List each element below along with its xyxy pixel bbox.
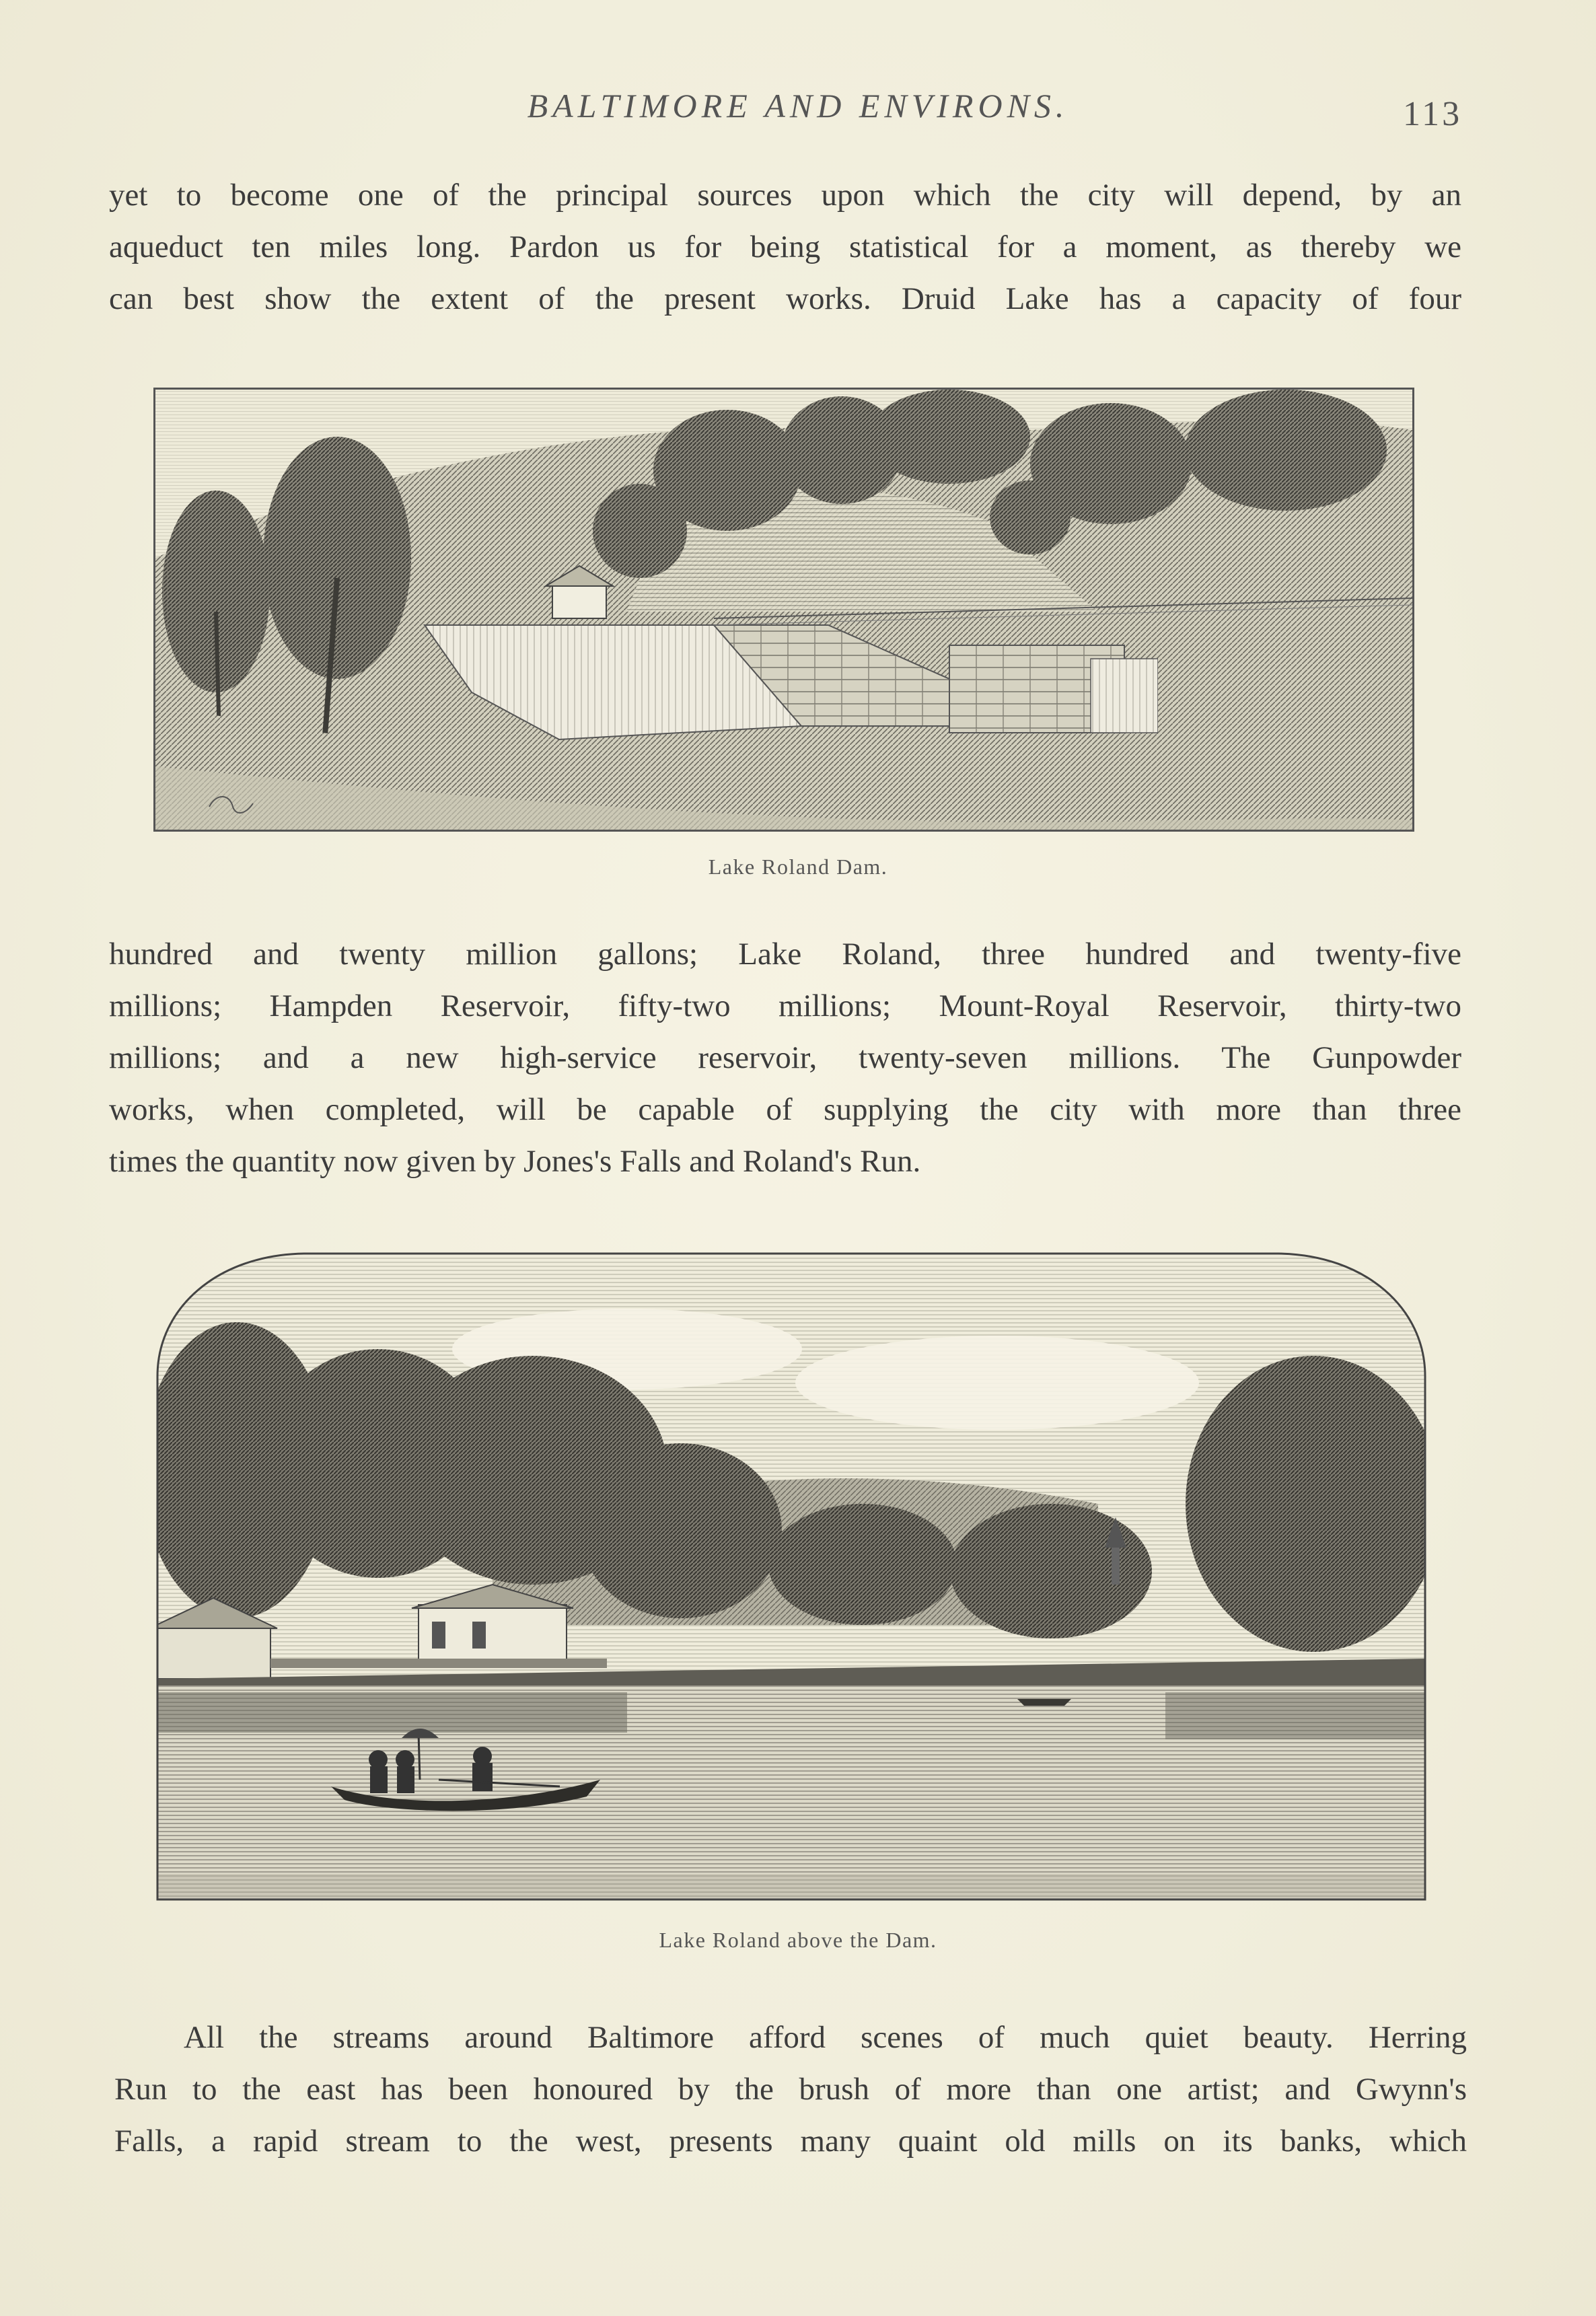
lake-engraving-art xyxy=(156,1248,1426,1901)
text-line: millions; Hampden Reservoir, fifty-two millions; Mount-Royal Reservoir, thirty-two xyxy=(109,988,1461,1023)
lake-roland-dam-engraving xyxy=(153,388,1414,832)
caption-lake-roland-above-dam: Lake Roland above the Dam. xyxy=(659,1928,937,1952)
text-line: works, when completed, will be capable of supplying the city with more than three xyxy=(109,1092,1461,1127)
running-head-title: BALTIMORE AND ENVIRONS. xyxy=(527,87,1069,124)
dam-engraving-art xyxy=(155,390,1412,830)
caption-lake-roland-dam: Lake Roland Dam. xyxy=(708,855,888,879)
paragraph-middle xyxy=(109,929,1461,1188)
lake-roland-above-dam-engraving xyxy=(156,1248,1426,1901)
page-number: 113 xyxy=(1403,95,1463,133)
text-line: hundred and twenty million gallons; Lake Roland, three hundred and twenty-five xyxy=(109,937,1461,972)
text-line: millions; and a new high-service reservoir, twenty-seven millions. The Gunpowder xyxy=(109,1040,1461,1075)
text-line: yet to become one of the principal sources upon which the city will depend, by an xyxy=(109,178,1461,213)
text-line: Run to the east has been honoured by the brush of more than one artist; and Gwynn's xyxy=(114,2072,1467,2107)
text-line: Falls, a rapid stream to the west, presents many quaint old mills on its banks, which xyxy=(114,2124,1467,2159)
text-line: aqueduct ten miles long. Pardon us for being statistical for a moment, as thereby we xyxy=(109,229,1461,264)
paragraph-top xyxy=(109,170,1461,325)
text-line: times the quantity now given by Jones's Falls and Roland's Run. xyxy=(109,1144,921,1179)
text-line: can best show the extent of the present works. Druid Lake has a capacity of four xyxy=(109,281,1461,316)
text-line: All the streams around Baltimore afford scenes of much quiet beauty. Herring xyxy=(184,2020,1467,2055)
paragraph-bottom xyxy=(114,2012,1467,2167)
